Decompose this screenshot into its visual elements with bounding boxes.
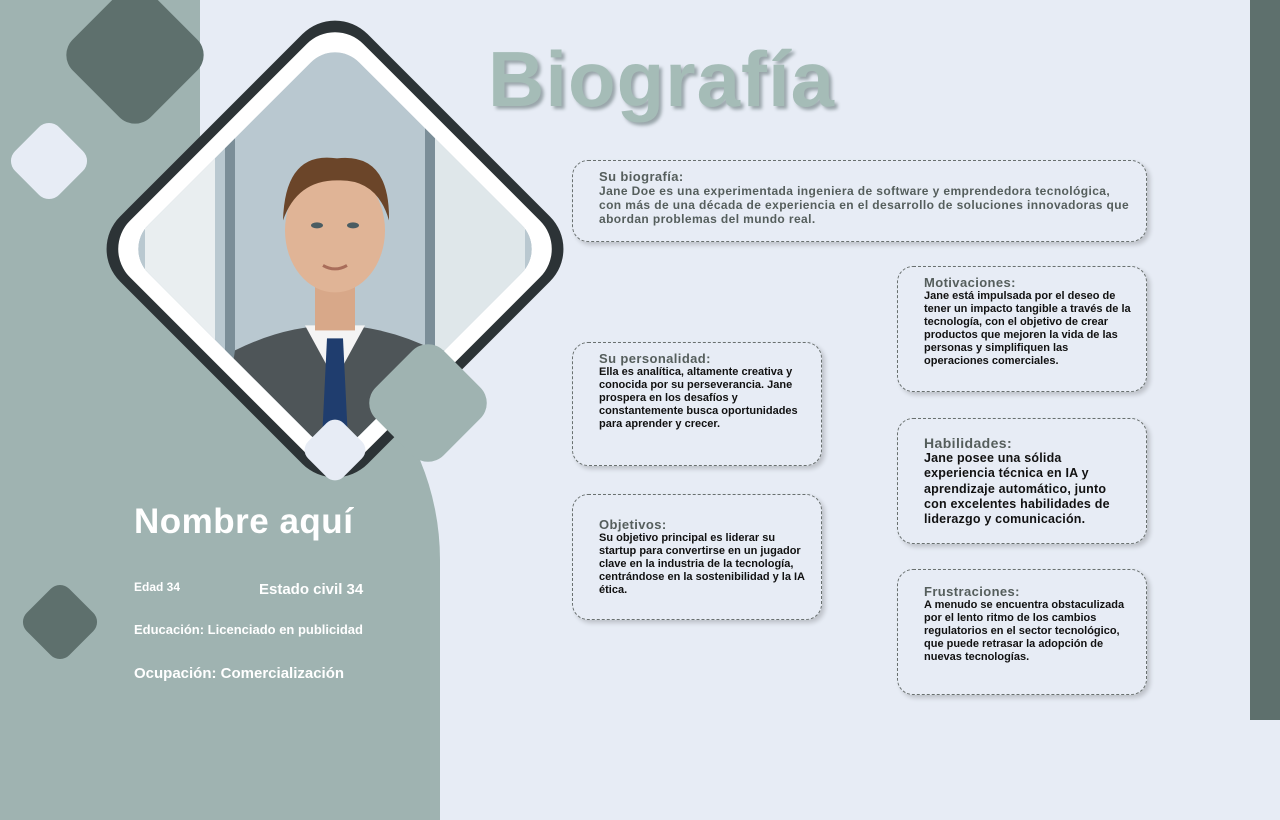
card-biography bbox=[572, 160, 1147, 242]
card-heading: Objetivos: bbox=[599, 517, 667, 532]
card-text: Su objetivo principal es liderar su startup para convertirse en un jugador clave en la industria de la tecnología, centrándose en la sostenibilidad y la IA ética. bbox=[599, 532, 805, 596]
page-title: Biografía bbox=[488, 35, 836, 123]
card-text: Ella es analítica, altamente creativa y conocida por su perseverancia. Jane prospera en los desafíos y constantemente busca oportunidades para aprender y crecer. bbox=[599, 366, 798, 430]
occupation-label: Ocupación: Comercialización bbox=[134, 665, 345, 682]
card-text: Jane está impulsada por el deseo de tener un impacto tangible a través de la tecnología, con el objetivo de crear productos que mejoren la vida de las personas y simplifiquen las operaciones comerciales. bbox=[924, 290, 1131, 367]
card-heading: Frustraciones: bbox=[924, 584, 1020, 599]
right-edge-bar bbox=[1250, 0, 1280, 720]
education-label: Educación: Licenciado en publicidad bbox=[134, 622, 363, 637]
card-heading: Su personalidad: bbox=[599, 351, 711, 366]
card-heading: Habilidades: bbox=[924, 435, 1013, 451]
civil-status-label: Estado civil 34 bbox=[259, 581, 364, 598]
card-text: Jane posee una sólida experiencia técnica en IA y aprendizaje automático, junto con excelentes habilidades de liderazgo y comunicación. bbox=[924, 451, 1110, 526]
card-personality bbox=[572, 342, 822, 466]
person-name: Nombre aquí bbox=[134, 502, 354, 541]
card-heading: Motivaciones: bbox=[924, 275, 1016, 290]
age-label: Edad 34 bbox=[134, 580, 181, 594]
card-frustrations bbox=[897, 569, 1147, 695]
card-text: Jane Doe es una experimentada ingeniera de software y emprendedora tecnológica, con más de una década de experiencia en el desarrollo de soluciones innovadoras que abordan problemas del mundo real. bbox=[599, 184, 1130, 227]
card-heading: Su biografía: bbox=[599, 169, 684, 184]
card-objectives bbox=[572, 494, 822, 620]
card-text: A menudo se encuentra obstaculizada por el lento ritmo de los cambios regulatorios en el sector tecnológico, que puede retrasar la adopción de nuevas tecnologías. bbox=[924, 599, 1125, 663]
card-skills bbox=[897, 418, 1147, 544]
card-motivations bbox=[897, 266, 1147, 392]
